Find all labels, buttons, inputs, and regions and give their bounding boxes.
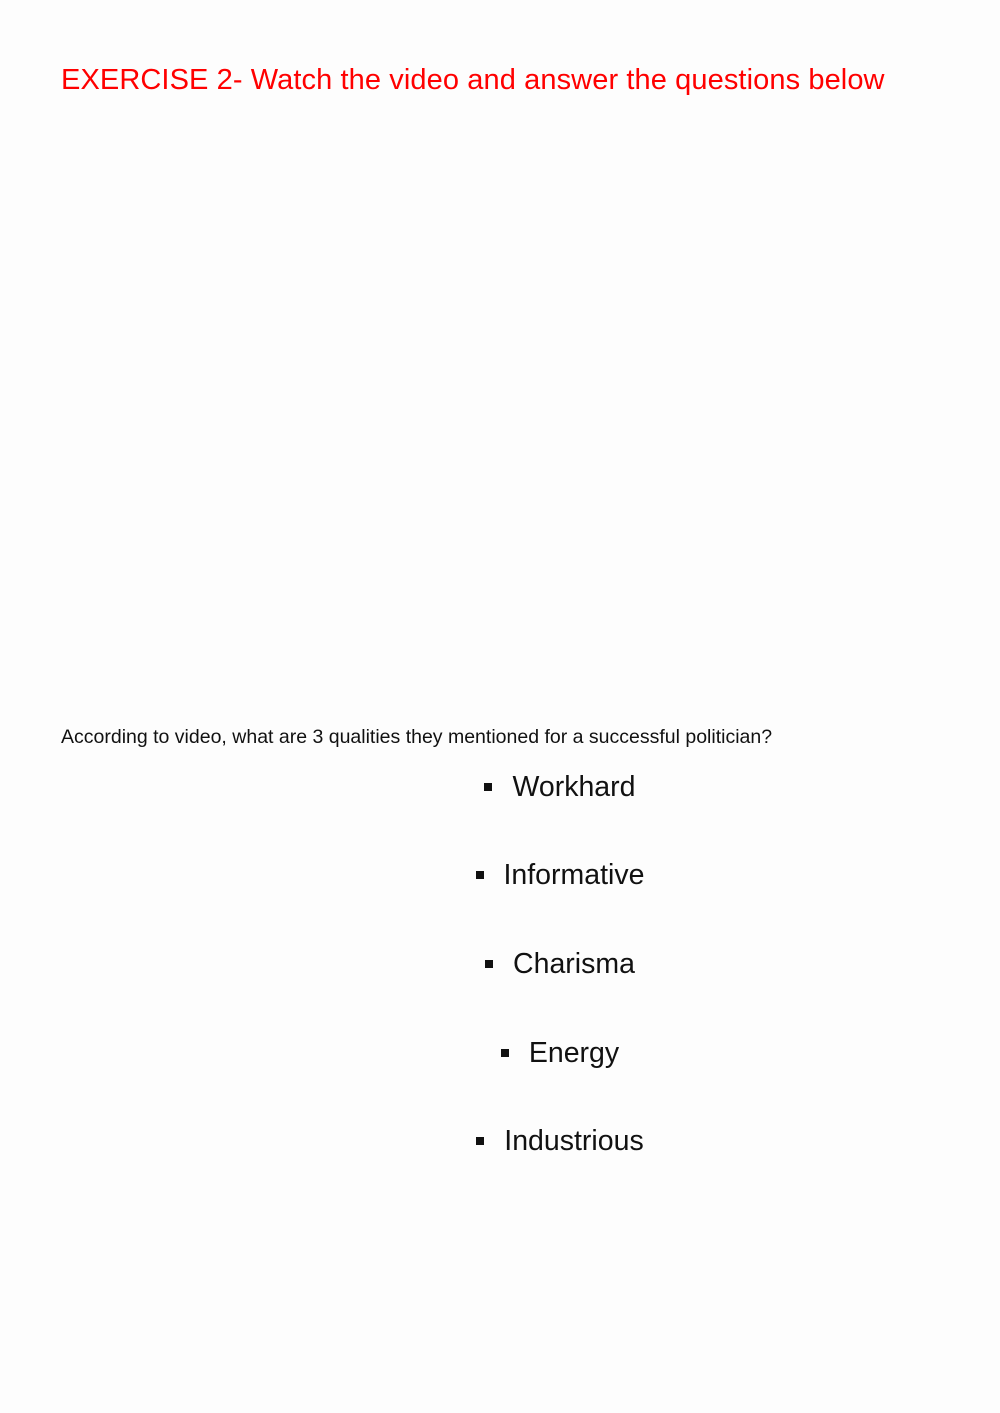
answer-label: Industrious [504, 1125, 644, 1157]
video-placeholder[interactable] [61, 115, 939, 690]
square-bullet-icon [476, 871, 484, 879]
answer-label: Energy [528, 1037, 620, 1069]
answer-item-workhard [310, 765, 810, 809]
answer-item-industrious [310, 1119, 810, 1163]
answer-label: Informative [503, 859, 645, 891]
exercise-title: EXERCISE 2- Watch the video and answer the questions below [61, 64, 885, 96]
answer-item-charisma [310, 942, 810, 986]
square-bullet-icon [485, 960, 493, 968]
answer-label: Workhard [512, 771, 636, 803]
question-text: According to video, what are 3 qualities they mentioned for a successful politician? [61, 726, 773, 748]
square-bullet-icon [484, 783, 492, 791]
square-bullet-icon [501, 1049, 509, 1057]
answer-item-informative [310, 853, 810, 897]
answer-label: Charisma [513, 948, 635, 980]
answer-item-energy [310, 1031, 810, 1075]
square-bullet-icon [476, 1137, 484, 1145]
